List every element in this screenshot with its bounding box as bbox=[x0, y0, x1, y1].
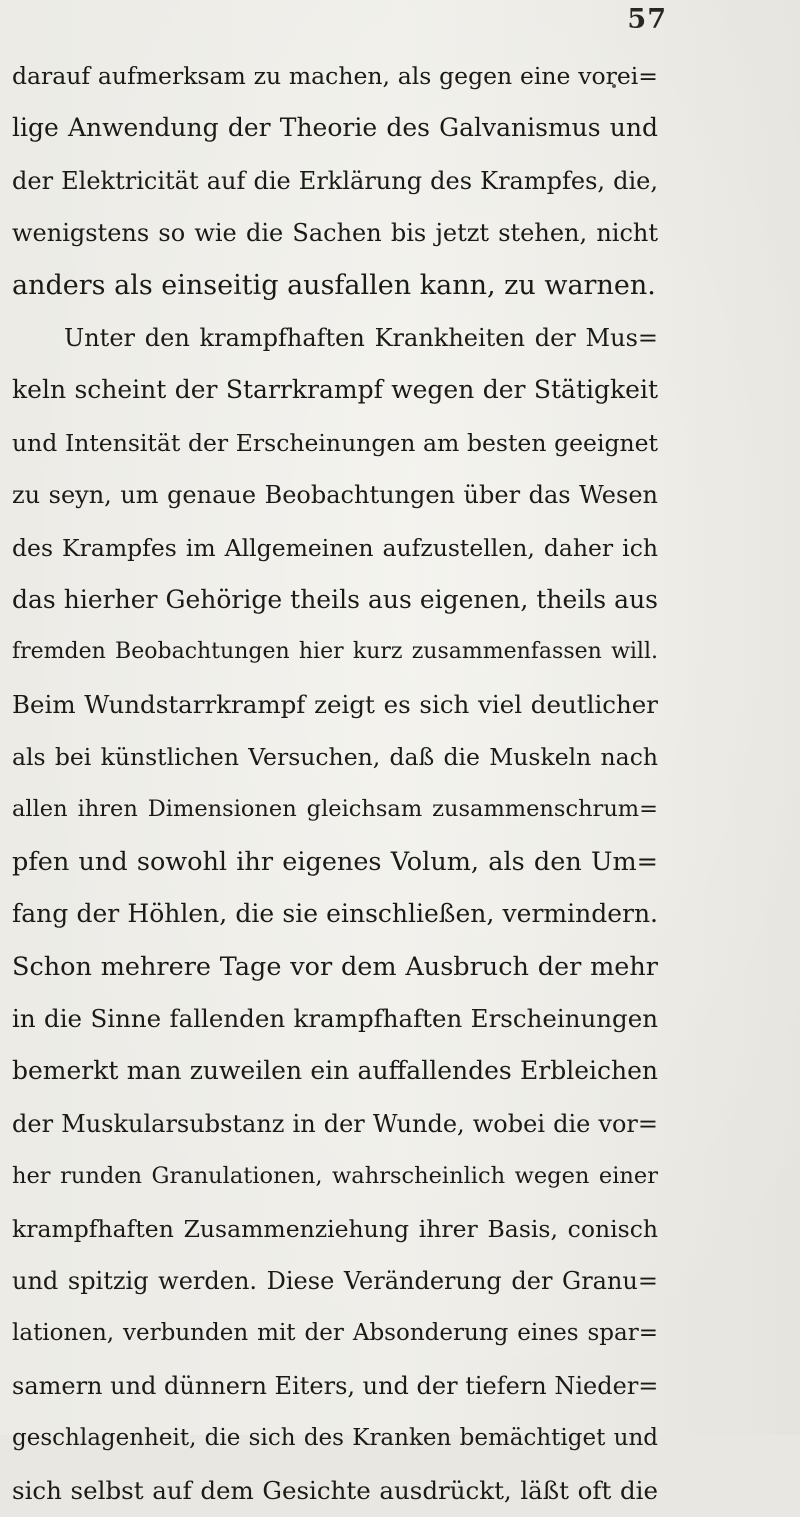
text-line: allen ihren Dimensionen gleichsam zusammenschrum= bbox=[12, 796, 658, 823]
text-line: anders als einseitig ausfallen kann, zu warnen. bbox=[12, 269, 656, 301]
text-line: her runden Granulationen, wahrscheinlich wegen einer bbox=[12, 1163, 658, 1190]
text-line: Unter den krampfhaften Krankheiten der Mus= bbox=[64, 323, 658, 352]
text-line: und spitzig werden. Diese Veränderung der Granu= bbox=[12, 1266, 658, 1295]
text-line: das hierher Gehörige theils aus eigenen, theils aus bbox=[12, 584, 658, 614]
text-line: als bei künstlichen Versuchen, daß die Muskeln nach bbox=[12, 743, 658, 772]
text-line: pfen und sowohl ihr eigenes Volum, als den Um= bbox=[12, 846, 658, 877]
text-line: zu seyn, um genaue Beobachtungen über das Wesen bbox=[12, 481, 658, 510]
body-text bbox=[12, 50, 658, 1517]
text-line: und Intensität der Erscheinungen am besten geeignet bbox=[12, 428, 658, 457]
text-line: Beim Wundstarrkrampf zeigt es sich viel deutlicher bbox=[12, 689, 658, 719]
text-line: lationen, verbunden mit der Absonderung eines spar= bbox=[12, 1320, 658, 1347]
text-line: Schon mehrere Tage vor dem Ausbruch der mehr bbox=[12, 951, 658, 982]
text-line: fremden Beobachtungen hier kurz zusammenfassen will. bbox=[12, 639, 658, 665]
text-line: sich selbst auf dem Gesichte ausdrückt, läßt oft die bbox=[12, 1475, 658, 1505]
text-line: lige Anwendung der Theorie des Galvanismus und bbox=[12, 113, 658, 143]
text-line: geschlagenheit, die sich des Kranken bemächtiget und bbox=[12, 1425, 658, 1452]
text-line: des Krampfes im Allgemeinen aufzustellen, daher ich bbox=[12, 533, 658, 562]
text-line: bemerkt man zuweilen ein auffallendes Erbleichen bbox=[12, 1056, 658, 1086]
text-line: der Muskularsubstanz in der Wunde, wobei die vor= bbox=[12, 1109, 658, 1138]
text-line: darauf aufmerksam zu machen, als gegen eine vorei= bbox=[12, 62, 658, 90]
page-number: 57 bbox=[627, 4, 667, 35]
text-line: krampfhaften Zusammenziehung ihrer Basis, conisch bbox=[12, 1214, 658, 1243]
text-line: wenigstens so wie die Sachen bis jetzt stehen, nicht bbox=[12, 219, 658, 248]
text-line: keln scheint der Starrkrampf wegen der Stätigkeit bbox=[12, 375, 658, 405]
text-line: in die Sinne fallenden krampfhaften Erscheinungen bbox=[12, 1004, 658, 1034]
text-line: fang der Höhlen, die sie einschließen, vermindern. bbox=[12, 899, 658, 929]
text-line: der Elektricität auf die Erklärung des Krampfes, die, bbox=[12, 166, 658, 195]
text-line: samern und dünnern Eiters, und der tiefern Nieder= bbox=[12, 1371, 658, 1400]
